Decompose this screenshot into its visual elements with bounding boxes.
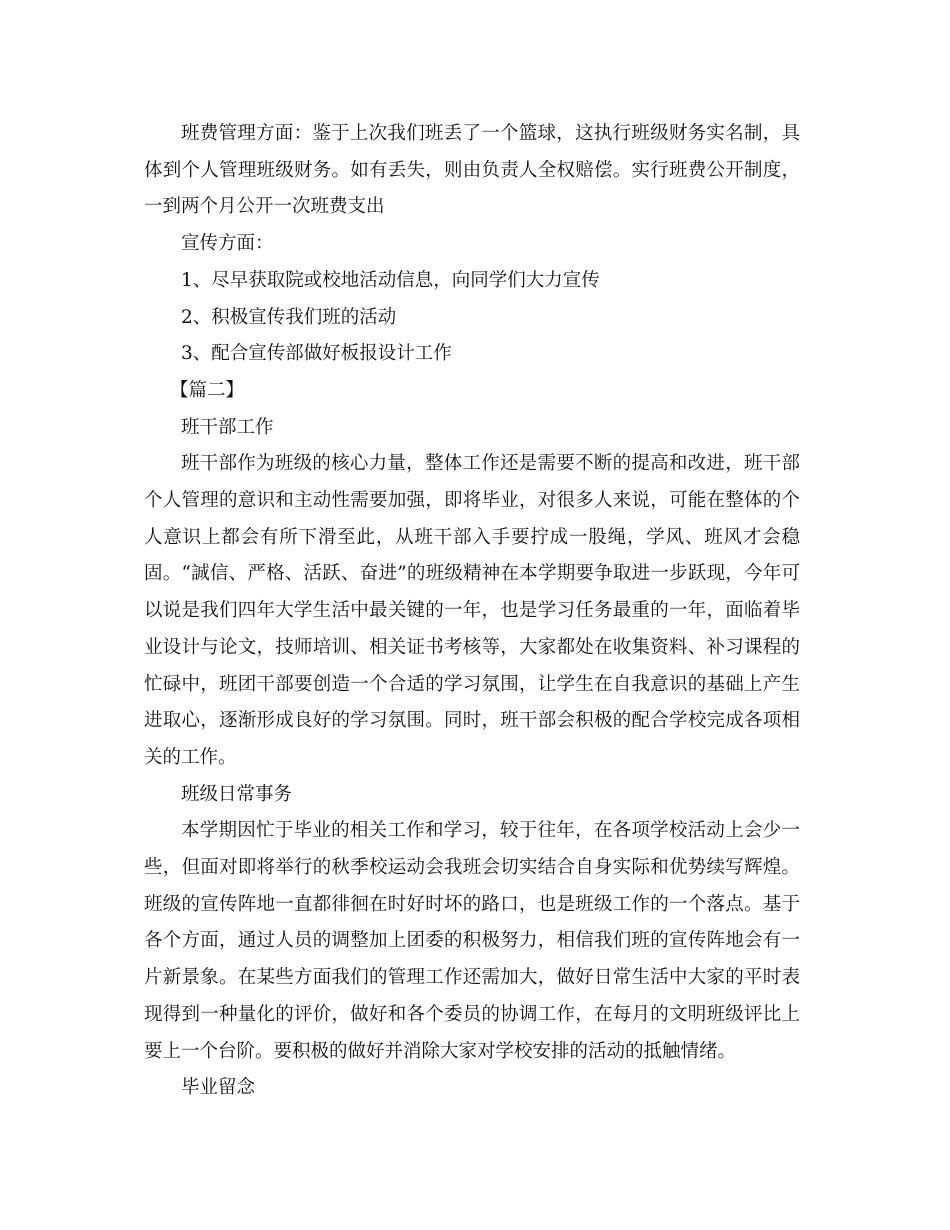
heading-class-cadre: 班干部工作 xyxy=(181,416,274,438)
paragraph-class-fees: 班费管理方面：鉴于上次我们班丢了一个篮球，这执行班级财务实名制，具体到个人管理班级财务。如有丢失，则由负责人全权赔偿。实行班费公开制度，一到两个月公开一次班费支出 xyxy=(144,123,800,218)
heading-daily-affairs: 班级日常事务 xyxy=(181,783,293,805)
paragraph-class-cadre: 班干部作为班级的核心力量，整体工作还是需要不断的提高和改进，班干部个人管理的意识和主动性需要加强，即将毕业，对很多人来说，可能在整体的个人意识上都会有所下滑至此，从班干部入手要拧成一股绳，学风、班风才会稳固。“誠信、严格、活跃、奋进”的班级精神在本学期要争取进一步跃现，今年可以说是我们四年大学生活中最关键的一年，也是学习任务最重的一年，面临着毕业设计与论文，技师培训、相关证书考核等，大家都处在收集资料、补习课程的忙碌中，班团干部要创造一个合适的学习氛围，让学生在自我意识的基础上产生进取心，逐渐形成良好的学习氛围。同时，班干部会积极的配合学校完成各项相关的工作。 xyxy=(144,453,800,768)
list-item-publicity-1: 1、尽早获取院或校地活动信息，向同学们大力宣传 xyxy=(181,269,600,291)
list-item-publicity-2: 2、积极宣传我们班的活动 xyxy=(181,306,397,328)
list-item-publicity-3: 3、配合宣传部做好板报设计工作 xyxy=(181,343,452,365)
heading-graduation: 毕业留念 xyxy=(181,1077,256,1099)
heading-publicity: 宣传方面： xyxy=(181,233,274,255)
paragraph-daily-affairs: 本学期因忙于毕业的相关工作和学习，较于往年，在各项学校活动上会少一些，但面对即将举行的秋季校运动会我班会切实结合自身实际和优势续写辉煌。班级的宣传阵地一直都徘徊在时好时坏的路口，也是班级工作的一个落点。基于各个方面，通过人员的调整加上团委的积极努力，相信我们班的宣传阵地会有一片新景象。在某些方面我们的管理工作还需加大，做好日常生活中大家的平时表现得到一种量化的评价，做好和各个委员的协调工作，在每月的文明班级评比上要上一个台阶。要积极的做好并消除大家对学校安排的活动的抵触情绪。 xyxy=(144,820,800,1062)
section-marker: 【篇二】 xyxy=(170,379,245,401)
